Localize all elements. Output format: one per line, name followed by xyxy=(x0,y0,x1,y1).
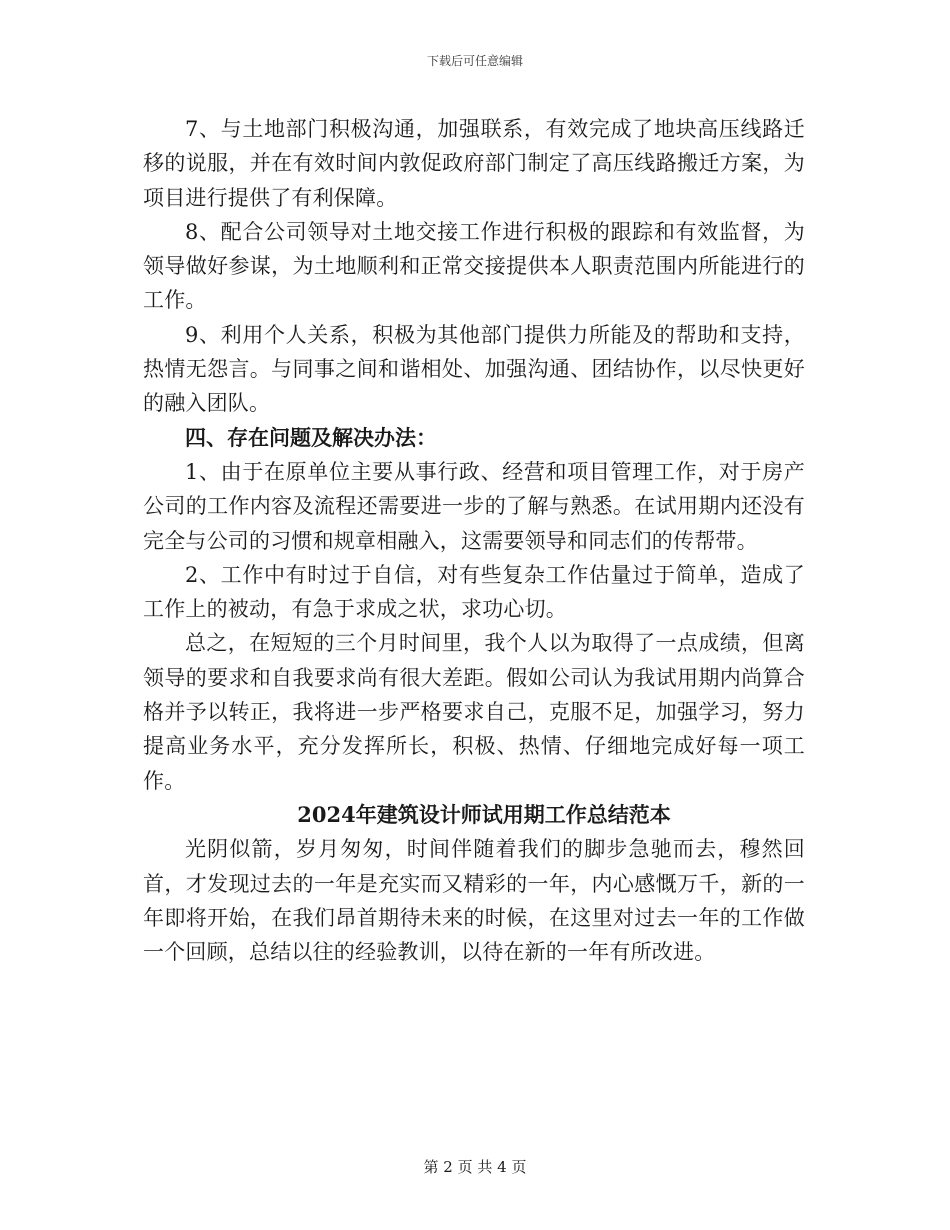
paragraph-item-8: 8、配合公司领导对土地交接工作进行积极的跟踪和有效监督，为领导做好参谋，为土地顺利和正常交接提供本人职责范围内所能进行的工作。 xyxy=(143,219,805,313)
page-header: 下载后可任意编辑 xyxy=(426,54,523,68)
document-title: 2024年建筑设计师试用期工作总结范本 xyxy=(297,801,671,827)
document-body xyxy=(143,112,805,969)
section-heading-problems: 四、存在问题及解决办法： xyxy=(185,424,437,450)
paragraph-item-7: 7、与土地部门积极沟通，加强联系，有效完成了地块高压线路迁移的说服，并在有效时间内敦促政府部门制定了高压线路搬迁方案，为项目进行提供了有利保障。 xyxy=(143,117,805,210)
paragraph-intro: 光阴似箭，岁月匆匆，时间伴随着我们的脚步急驰而去，穆然回首，才发现过去的一年是充实而又精彩的一年，内心感慨万千，新的一年即将开始，在我们昂首期待未来的时候，在这里对过去一年的工作做一个回顾，总结以往的经验教训，以待在新的一年有所改进。 xyxy=(143,837,805,965)
paragraph-problem-2: 2、工作中有时过于自信，对有些复杂工作估量过于简单，造成了工作上的被动，有急于求成之状，求功心切。 xyxy=(143,562,805,622)
paragraph-item-9: 9、利用个人关系，积极为其他部门提供力所能及的帮助和支持，热情无怨言。与同事之间和谐相处、加强沟通、团结协作，以尽快更好的融入团队。 xyxy=(143,322,805,416)
page-number: 第 2 页 共 4 页 xyxy=(423,1158,527,1176)
paragraph-problem-1: 1、由于在原单位主要从事行政、经营和项目管理工作，对于房产公司的工作内容及流程还需要进一步的了解与熟悉。在试用期内还没有完全与公司的习惯和规章相融入，这需要领导和同志们的传帮带。 xyxy=(143,459,805,553)
paragraph-summary: 总之，在短短的三个月时间里，我个人以为取得了一点成绩，但离领导的要求和自我要求尚有很大差距。假如公司认为我试用期内尚算合格并予以转正，我将进一步严格要求自己，克服不足，加强学习，努力提高业务水平，充分发挥所长，积极、热情、仔细地完成好每一项工作。 xyxy=(143,631,805,793)
